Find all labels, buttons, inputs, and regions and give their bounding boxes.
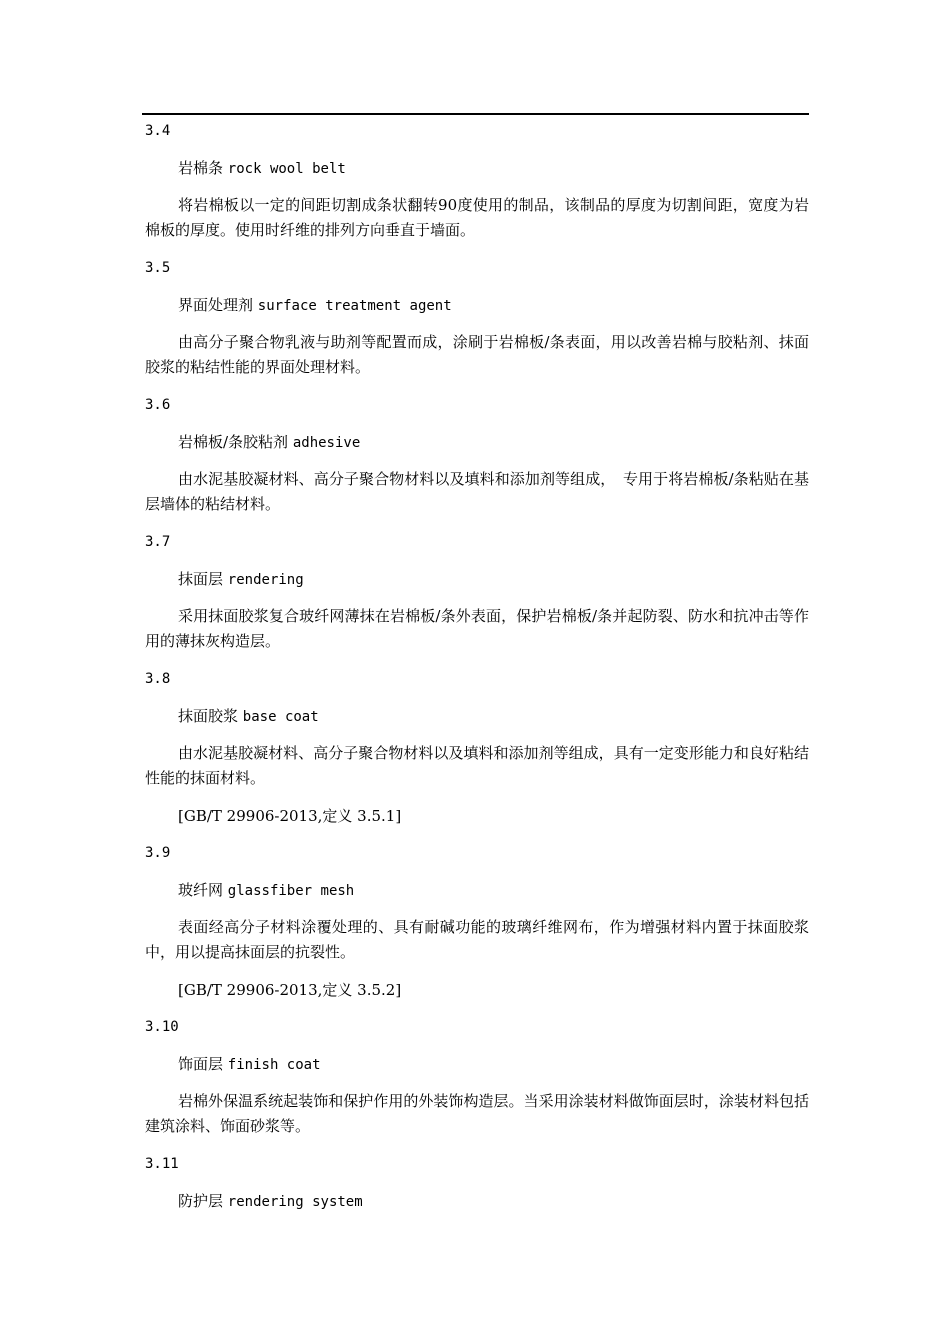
clause-number: 3.6 [145, 397, 171, 413]
term-heading [178, 880, 354, 901]
clause-number: 3.5 [145, 260, 171, 276]
term-definition: 由高分子聚合物乳液与助剂等配置而成，涂刷于岩棉板/条表面，用以改善岩棉与胶粘剂、抹面胶浆的粘结性能的界面处理材料。 [145, 333, 809, 376]
term-definition: 采用抹面胶浆复合玻纤网薄抹在岩棉板/条外表面，保护岩棉板/条并起防裂、防水和抗冲击等作用的薄抹灰构造层。 [145, 607, 809, 650]
clause-number: 3.10 [145, 1019, 179, 1035]
term-definition: 将岩棉板以一定的间距切割成条状翻转90度使用的制品，该制品的厚度为切割间距，宽度为岩棉板的厚度。使用时纤维的排列方向垂直于墙面。 [145, 196, 809, 239]
header-rule [142, 113, 809, 115]
term-zh: 抹面胶浆 [178, 707, 239, 725]
term-definition: 由水泥基胶凝材料、高分子聚合物材料以及填料和添加剂等组成， 专用于将岩棉板/条粘贴在基层墙体的粘结材料。 [145, 470, 809, 513]
term-heading [178, 295, 452, 316]
term-zh: 饰面层 [178, 1055, 224, 1073]
term-en: base coat [242, 709, 319, 725]
clause-number: 3.4 [145, 123, 171, 139]
clause-number: 3.9 [145, 845, 171, 861]
term-heading [178, 1054, 321, 1075]
term-zh: 岩棉板/条胶粘剂 [178, 433, 289, 451]
term-zh: 防护层 [178, 1192, 224, 1210]
term-zh: 界面处理剂 [178, 296, 254, 314]
term-heading [178, 1191, 363, 1212]
term-en: rendering [227, 572, 304, 588]
clause-number: 3.8 [145, 671, 171, 687]
term-zh: 玻纤网 [178, 881, 224, 899]
term-definition: 由水泥基胶凝材料、高分子聚合物材料以及填料和添加剂等组成，具有一定变形能力和良好粘结性能的抹面材料。 [145, 744, 809, 787]
clause-number: 3.11 [145, 1156, 179, 1172]
term-en: adhesive [292, 435, 361, 451]
term-heading [178, 706, 319, 727]
term-zh: 岩棉条 [178, 159, 224, 177]
clause-number: 3.7 [145, 534, 171, 550]
source-reference: [GB/T 29906-2013,定义 3.5.2] [178, 981, 402, 999]
term-definition: 表面经高分子材料涂覆处理的、具有耐碱功能的玻璃纤维网布，作为增强材料内置于抹面胶浆中，用以提高抹面层的抗裂性。 [145, 918, 809, 961]
source-reference: [GB/T 29906-2013,定义 3.5.1] [178, 807, 402, 825]
term-heading [178, 158, 346, 179]
term-definition: 岩棉外保温系统起装饰和保护作用的外装饰构造层。当采用涂装材料做饰面层时，涂装材料包括建筑涂料、饰面砂浆等。 [145, 1092, 809, 1135]
term-heading [178, 569, 304, 590]
term-en: rock wool belt [227, 161, 346, 177]
term-en: rendering system [227, 1194, 363, 1210]
term-en: finish coat [227, 1057, 321, 1073]
term-en: glassfiber mesh [227, 883, 355, 899]
term-heading [178, 432, 360, 453]
term-zh: 抹面层 [178, 570, 224, 588]
term-en: surface treatment agent [257, 298, 452, 314]
